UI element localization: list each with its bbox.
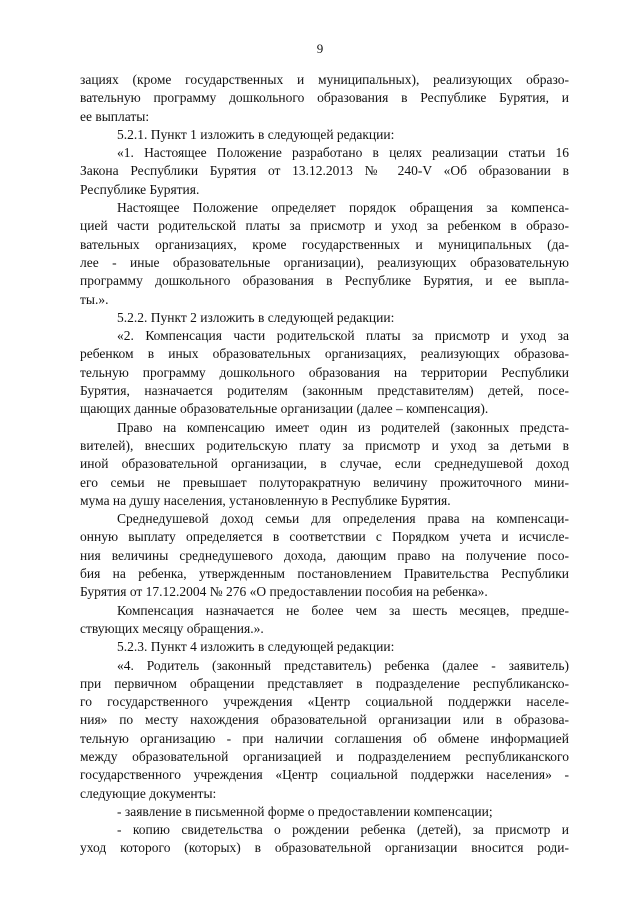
text-line: Компенсация назначается не более чем за шесть месяцев, предше-	[117, 602, 569, 618]
text-line: ния величины среднедушевого дохода, дающим право на получение посо-	[80, 547, 569, 563]
text-line: Бурятия от 17.12.2004 № 276 «О предоставлении пособия на ребенка».	[80, 584, 488, 600]
text-line: - копию свидетельства о рождении ребенка (детей), за присмотр и	[117, 822, 569, 838]
text-line: го государственного учреждения «Центр социальной поддержки населе-	[80, 694, 569, 710]
text-line: ребенком в иных образовательных организациях, реализующих образова-	[80, 346, 569, 362]
text-line: 5.2.1. Пункт 1 изложить в следующей редакции:	[117, 126, 395, 142]
text-line: государственного учреждения «Центр социальной поддержки населения» -	[80, 767, 569, 783]
text-line: 5.2.2. Пункт 2 изложить в следующей редакции:	[117, 309, 395, 325]
text-line: уход которого (которых) в образовательной организации вносится роди-	[80, 840, 569, 856]
text-line: зациях (кроме государственных и муниципальных), реализующих образо-	[80, 72, 569, 87]
text-line: Право на компенсацию имеет один из родителей (законных предста-	[117, 419, 569, 435]
page-number: 9	[316, 41, 324, 56]
text-line: вителей), внесших родительскую плату за присмотр и уход за детьми в	[80, 437, 569, 453]
text-line: тельную программу дошкольного образования на территории Республики	[80, 364, 569, 380]
text-line: программу дошкольного образования в Республике Бурятия, и ее выпла-	[80, 273, 569, 289]
text-line: лее - иные образовательные организации), реализующих образовательную	[80, 254, 569, 270]
document-body	[80, 71, 569, 858]
text-line: онную выплату определяется в соответствии с Порядком учета и исчисле-	[80, 529, 569, 545]
text-line: между образовательной организацией и подразделением республиканского	[80, 748, 569, 764]
text-line: иной образовательной организации, в случае, если среднедушевой доход	[80, 456, 569, 472]
text-line: цией части родительской платы за присмотр и уход за ребенком в образо-	[80, 218, 569, 234]
text-line: Настоящее Положение определяет порядок обращения за компенса-	[117, 200, 569, 216]
text-line: «4. Родитель (законный представитель) ребенка (далее - заявитель)	[117, 657, 569, 673]
text-line: ты.».	[80, 291, 109, 307]
text-line: его семьи не превышает полуторакратную величину прожиточного мини-	[80, 474, 569, 490]
text-line: бия на ребенка, утвержденным постановлением Правительства Республики	[80, 566, 569, 582]
text-line: щающих данные образовательные организации (далее – компенсация).	[80, 401, 489, 417]
text-line: тельную организацию - при наличии соглашения об обмене информацией	[80, 730, 569, 746]
text-line: ее выплаты:	[80, 108, 150, 124]
text-line: вательных организациях, кроме государственных и муниципальных (да-	[80, 236, 569, 252]
text-line: следующие документы:	[80, 785, 217, 801]
text-line: Среднедушевой доход семьи для определения права на компенсаци-	[117, 511, 569, 527]
text-line: Республике Бурятия.	[80, 181, 200, 197]
text-line: - заявление в письменной форме о предоставлении компенсации;	[117, 803, 493, 819]
text-line: при первичном обращении представляет в подразделение республиканско-	[80, 675, 569, 691]
text-line: ствующих месяцу обращения.».	[80, 620, 264, 636]
text-line: «1. Настоящее Положение разработано в целях реализации статьи 16	[117, 145, 569, 161]
text-line: мума на душу населения, установленную в Республике Бурятия.	[80, 492, 451, 508]
text-line: ния» по месту нахождения образовательной организации или в образова-	[80, 712, 569, 728]
text-line: «2. Компенсация части родительской платы за присмотр и уход за	[117, 328, 569, 344]
text-line: 5.2.3. Пункт 4 изложить в следующей редакции:	[117, 639, 395, 655]
text-line: Бурятия, назначается родителям (законным представителям) детей, посе-	[80, 383, 569, 399]
text-line: Закона Республики Бурятия от 13.12.2013 № 240-V «Об образовании в	[80, 163, 569, 179]
text-line: вательную программу дошкольного образования в Республике Бурятия, и	[80, 90, 569, 106]
